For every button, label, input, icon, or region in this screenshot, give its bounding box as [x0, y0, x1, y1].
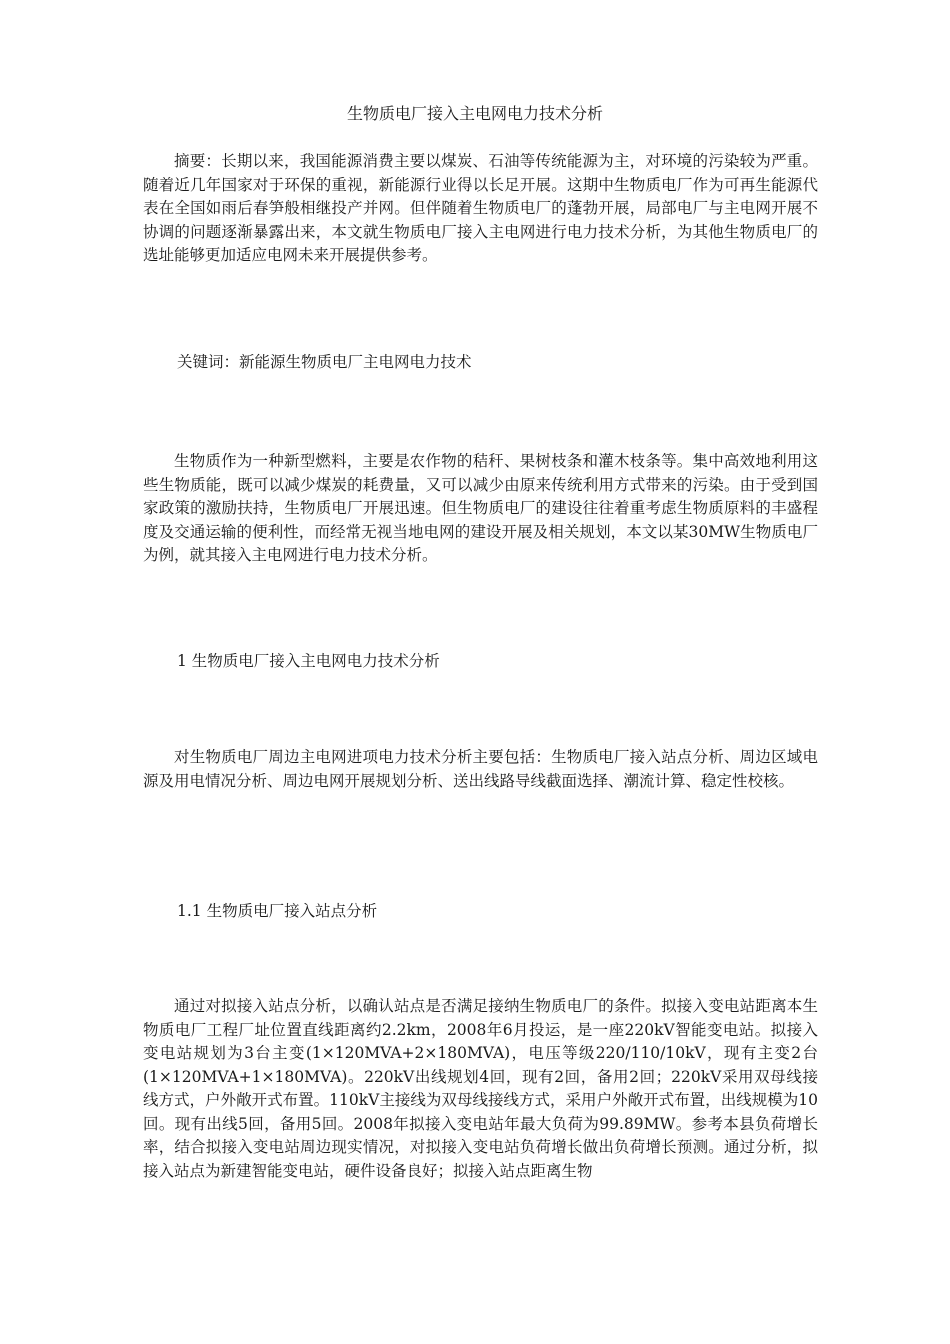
document-title: 生物质电厂接入主电网电力技术分析 — [346, 104, 603, 123]
section-1-paragraph: 对生物质电厂周边主电网进项电力技术分析主要包括：生物质电厂接入站点分析、周边区域电源及用电情况分析、周边电网开展规划分析、送出线路导线截面选择、潮流计算、稳定性校核。 — [143, 748, 818, 790]
keywords-line: 关键词：新能源生物质电厂主电网电力技术 — [177, 353, 472, 371]
section-1-1-heading: 1.1 生物质电厂接入站点分析 — [177, 902, 378, 920]
abstract-paragraph: 摘要：长期以来，我国能源消费主要以煤炭、石油等传统能源为主，对环境的污染较为严重。随着近几年国家对于环保的重视，新能源行业得以长足开展。这期中生物质电厂作为可再生能源代表在全国如雨后春笋般相继投产并网。但伴随着生物质电厂的蓬勃开展，局部电厂与主电网开展不协调的问题逐渐暴露出来，本文就生物质电厂接入主电网进行电力技术分析，为其他生物质电厂的选址能够更加适应电网未来开展提供参考。 — [143, 152, 818, 264]
intro-paragraph: 生物质作为一种新型燃料，主要是农作物的秸秆、果树枝条和灌木枝条等。集中高效地利用这些生物质能，既可以减少煤炭的耗费量，又可以减少由原来传统利用方式带来的污染。由于受到国家政策的激励扶持，生物质电厂开展迅速。但生物质电厂的建设往往着重考虑生物质原料的丰盛程度及交通运输的便利性，而经常无视当地电网的建设开展及相关规划，本文以某30MW生物质电厂为例，就其接入主电网进行电力技术分析。 — [143, 452, 818, 564]
section-1-heading: 1 生物质电厂接入主电网电力技术分析 — [177, 652, 440, 670]
section-1-1-paragraph: 通过对拟接入站点分析，以确认站点是否满足接纳生物质电厂的条件。拟接入变电站距离本生物质电厂工程厂址位置直线距离约2.2km，2008年6月投运，是一座220kV智能变电站。拟接入变电站规划为3台主变(1×120MVA+2×180MVA)，电压等级220/110/10kV，现有主变2台(1×120MVA+1×180MVA)。220kV出线规划4回，现有2回，备用2回；220kV采用双母线接线方式，户外敞开式布置。110kV主接线为双母线接线方式，采用户外敞开式布置，出线规模为10回。现有出线5回，备用5回。2008年拟接入变电站年最大负荷为99.89MW。参考本县负荷增长率，结合拟接入变电站周边现实情况，对拟接入变电站负荷增长做出负荷增长预测。通过分析，拟接入站点为新建智能变电站，硬件设备良好；拟接入站点距离生物 — [143, 997, 818, 1180]
